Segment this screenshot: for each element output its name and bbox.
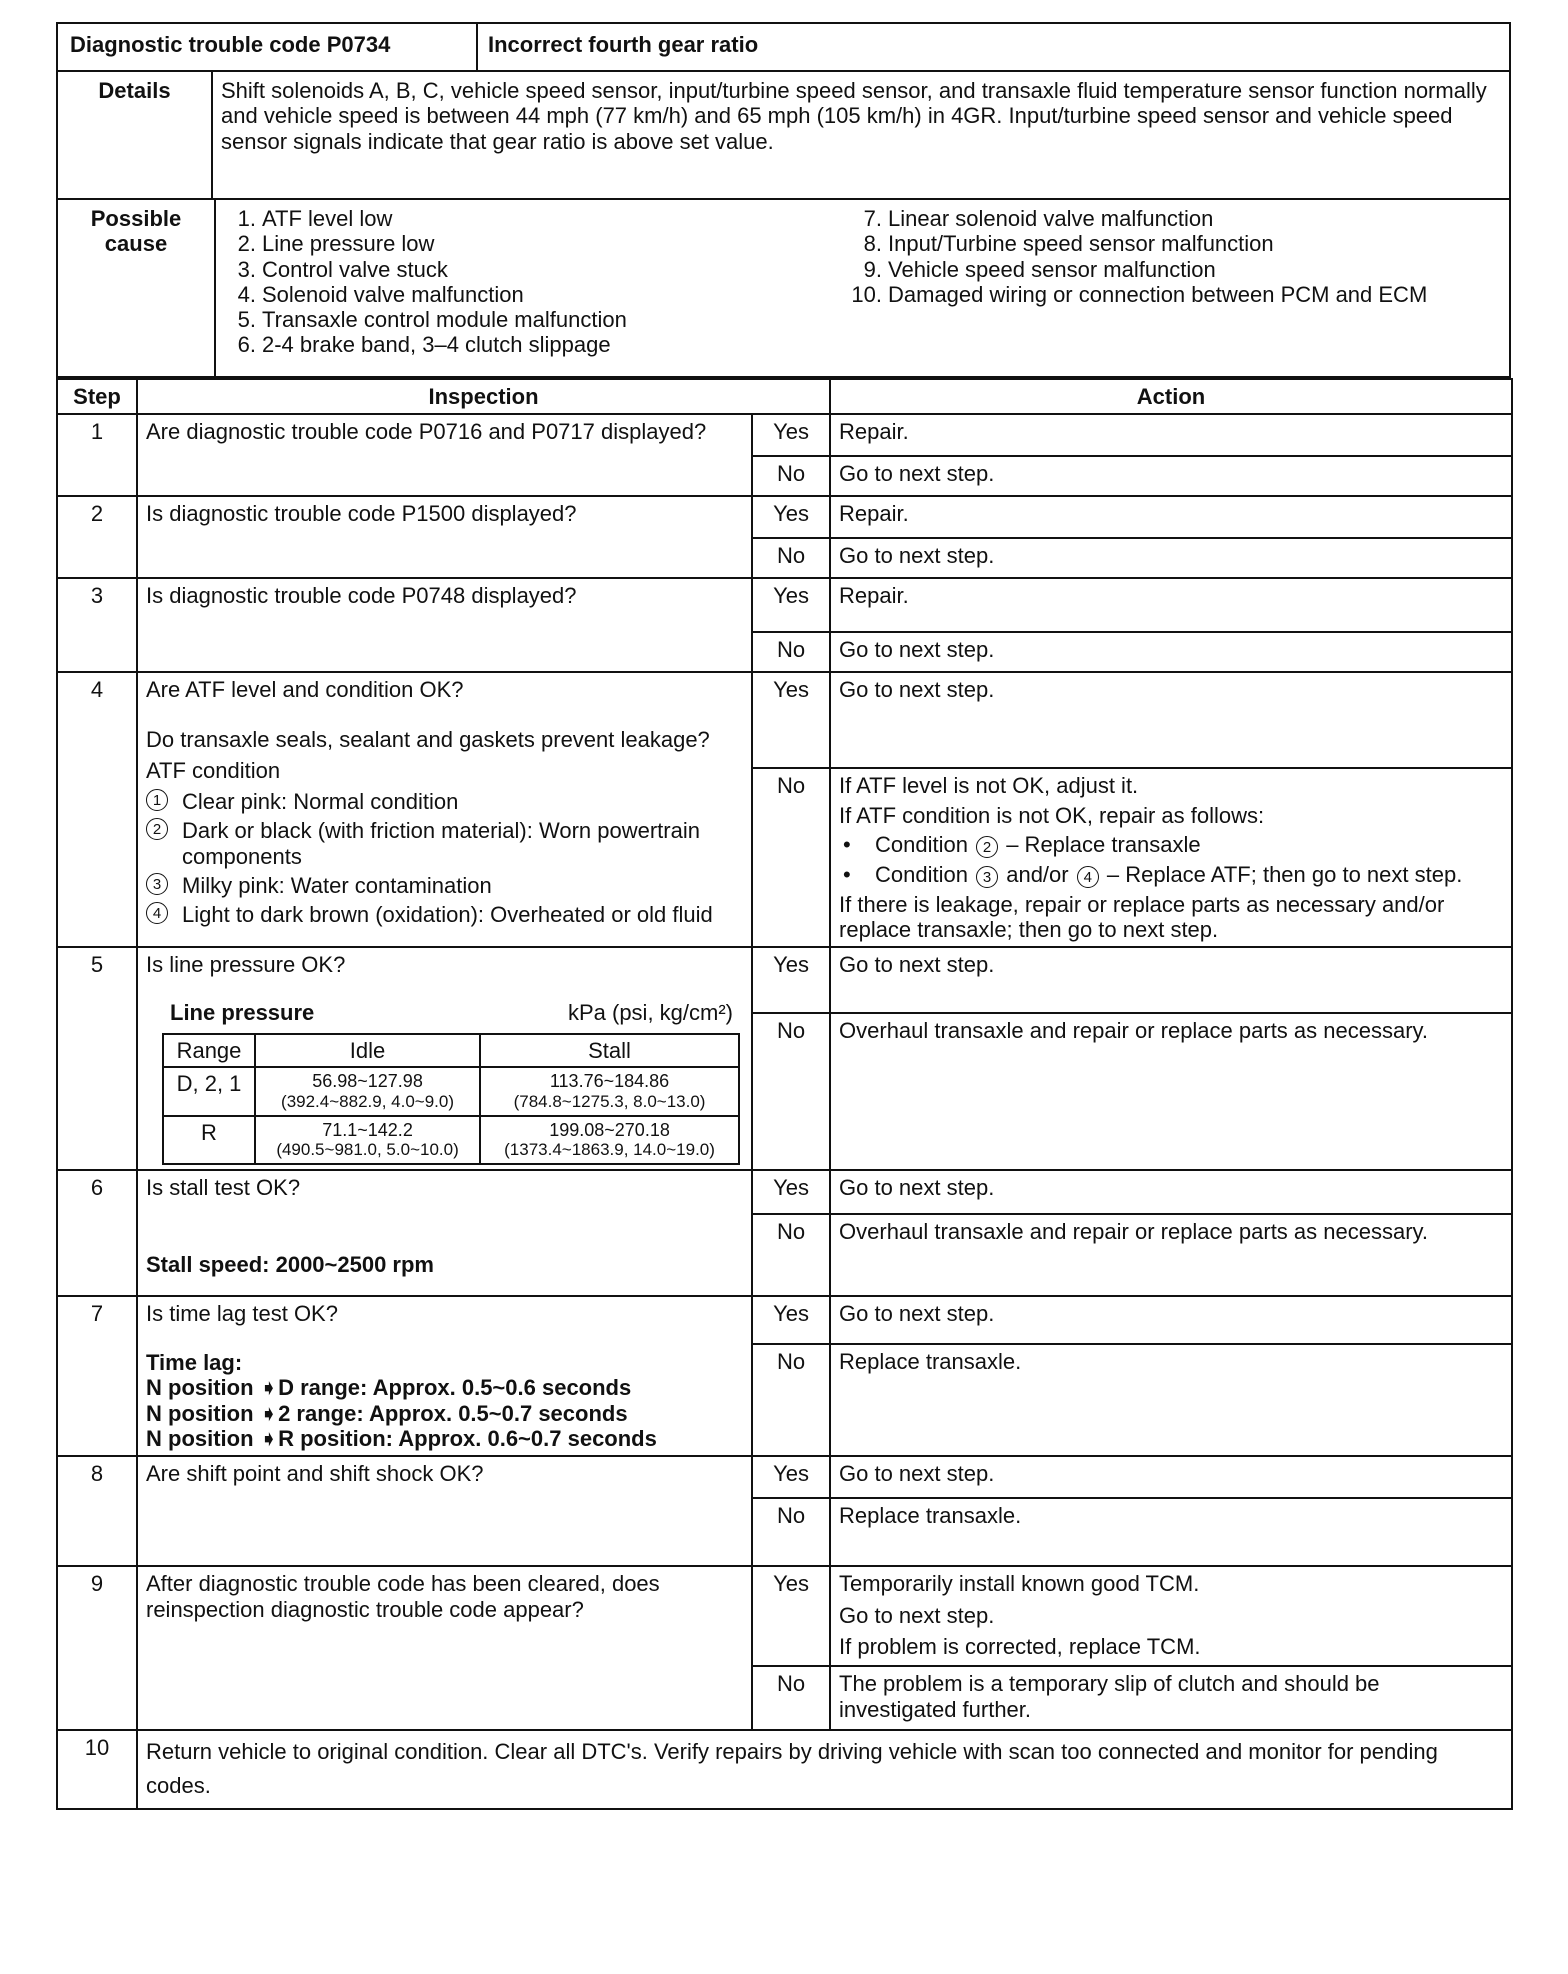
details-label: Details: [58, 72, 213, 198]
cause-item: 6. 2-4 brake band, 3–4 clutch slippage: [237, 332, 611, 358]
step-question: Is diagnostic trouble code P0748 displayed?: [137, 578, 752, 672]
cause-item: 7. Linear solenoid valve malfunction: [863, 206, 1214, 231]
step-row: [57, 414, 1512, 456]
step-row: [57, 947, 1512, 1013]
line-pressure-title: Line pressure: [170, 999, 315, 1025]
yes-action: Repair.: [830, 414, 1512, 456]
line-pressure-unit: kPa (psi, kg/cm²): [567, 999, 733, 1025]
possible-cause-section: [56, 200, 1511, 378]
no-label: No: [752, 1214, 830, 1296]
step-row: [57, 496, 1512, 538]
step-row: [57, 578, 1512, 632]
atf-condition-item: 1 Clear pink: Normal condition: [146, 789, 743, 814]
step-number: 10: [57, 1730, 137, 1808]
step-question: Is stall test OK? Stall speed: 2000~2500 rpm: [137, 1170, 752, 1296]
cause-item: 2. Line pressure low: [237, 231, 435, 257]
step-question: Is time lag test OK? Time lag: N position ➧D range: Approx. 0.5~0.6 seconds N position ➧2 range: Approx. 0.5~0.7 seconds N position ➧R position: Approx. 0.6~0.7 seconds: [137, 1296, 752, 1456]
step-number: 2: [57, 496, 137, 578]
step-number: 9: [57, 1566, 137, 1730]
no-label: No: [752, 1498, 830, 1566]
step-number: 7: [57, 1296, 137, 1456]
cause-item: 4. Solenoid valve malfunction: [237, 281, 524, 307]
yes-action: Repair.: [830, 496, 1512, 538]
cause-item: 5. Transaxle control module malfunction: [237, 307, 627, 333]
step-row: [57, 1566, 1512, 1666]
step-number: 3: [57, 578, 137, 672]
no-label: No: [752, 1013, 830, 1169]
yes-label: Yes: [752, 414, 830, 456]
yes-label: Yes: [752, 947, 830, 1013]
diagnostic-document: [56, 22, 1511, 1810]
no-action: If ATF level is not OK, adjust it. If ATF condition is not OK, repair as follows: • Condition 2 – Replace transaxle • Condition 3 and/or 4 – Replace ATF; then go to next step. If there is leakage, repair or replace parts as necessary and/or replace transaxle; then go to next step.: [830, 768, 1512, 947]
step-number: 8: [57, 1456, 137, 1566]
step-question: Are shift point and shift shock OK?: [137, 1456, 752, 1566]
cause-list-left: [224, 206, 844, 358]
action-column-header: Action: [830, 379, 1512, 414]
no-action: The problem is a temporary slip of clutch and should be investigated further.: [830, 1666, 1512, 1730]
step-instruction: Return vehicle to original condition. Clear all DTC's. Verify repairs by driving vehicle with scan too connected and monitor for pending codes.: [137, 1730, 1512, 1808]
no-action: Overhaul transaxle and repair or replace parts as necessary.: [830, 1214, 1512, 1296]
step-row: [57, 1170, 1512, 1214]
stall-speed-spec: Stall speed: 2000~2500 rpm: [146, 1252, 434, 1278]
yes-label: Yes: [752, 1456, 830, 1498]
inspection-column-header: Inspection: [137, 379, 830, 414]
no-action: Go to next step.: [830, 538, 1512, 578]
cause-item: 10. Damaged wiring or connection between PCM and ECM: [851, 281, 1428, 307]
step-question: Is line pressure OK? Line pressure kPa (psi, kg/cm²) Range Idle Stall D, 2, 1 56.98~127.98 (392.4~882.9, 4.0~9.0) 113.76~184.86 (784.8~1275.3, 8.0~13.0) R 71.1~142.2 (490.5~981.0, 5.0~10.0) 199.08~270.18 (1373.4~1863.9, 14.0~19.0): [137, 947, 752, 1169]
no-label: No: [752, 538, 830, 578]
cause-list-right: [844, 206, 1464, 358]
yes-action: Repair.: [830, 578, 1512, 632]
cause-item: 1. ATF level low: [237, 206, 393, 231]
no-label: No: [752, 456, 830, 496]
yes-action: Go to next step.: [830, 1456, 1512, 1498]
dtc-description: Incorrect fourth gear ratio: [488, 32, 759, 57]
cause-item: 9. Vehicle speed sensor malfunction: [863, 256, 1216, 282]
line-pressure-table: Range Idle Stall D, 2, 1 56.98~127.98 (392.4~882.9, 4.0~9.0) 113.76~184.86 (784.8~1275.3, 8.0~13.0) R 71.1~142.2 (490.5~981.0, 5.0~10.0) 199.08~270.18 (1373.4~1863.9, 14.0~19.0): [162, 1033, 740, 1165]
step-question: After diagnostic trouble code has been cleared, does reinspection diagnostic trouble code appear?: [137, 1566, 752, 1730]
step-row: [57, 1296, 1512, 1344]
step-question: Are diagnostic trouble code P0716 and P0717 displayed?: [137, 414, 752, 496]
line-pressure-row: D, 2, 1 56.98~127.98 (392.4~882.9, 4.0~9.0) 113.76~184.86 (784.8~1275.3, 8.0~13.0): [163, 1067, 739, 1115]
yes-action: Go to next step.: [830, 1170, 1512, 1214]
step-question: Is diagnostic trouble code P1500 displayed?: [137, 496, 752, 578]
line-pressure-row: R 71.1~142.2 (490.5~981.0, 5.0~10.0) 199.08~270.18 (1373.4~1863.9, 14.0~19.0): [163, 1116, 739, 1164]
yes-label: Yes: [752, 1170, 830, 1214]
yes-label: Yes: [752, 496, 830, 538]
no-action: Replace transaxle.: [830, 1498, 1512, 1566]
repair-bullet: • Condition 3 and/or 4 – Replace ATF; then go to next step.: [843, 861, 1463, 887]
step-question: Are ATF level and condition OK? Do transaxle seals, sealant and gaskets prevent leakage? ATF condition 1 Clear pink: Normal condition 2 Dark or black (with friction material): Worn powertrain components 3 Milky pink: Water contamination 4 Light to dark brown (oxidation): Overheated or old fluid: [137, 672, 752, 947]
atf-condition-item: 3 Milky pink: Water contamination: [146, 873, 743, 898]
steps-table: [56, 378, 1513, 1810]
yes-label: Yes: [752, 578, 830, 632]
step-number: 4: [57, 672, 137, 947]
step-number: 5: [57, 947, 137, 1169]
yes-label: Yes: [752, 1566, 830, 1666]
step-row: [57, 1456, 1512, 1498]
step-column-header: Step: [57, 379, 137, 414]
yes-action: Temporarily install known good TCM. Go to next step. If problem is corrected, replace TCM.: [830, 1566, 1512, 1666]
no-action: Replace transaxle.: [830, 1344, 1512, 1456]
yes-label: Yes: [752, 672, 830, 768]
no-action: Overhaul transaxle and repair or replace parts as necessary.: [830, 1013, 1512, 1169]
atf-condition-item: 4 Light to dark brown (oxidation): Overheated or old fluid: [146, 902, 743, 927]
step-row: [57, 672, 1512, 768]
atf-condition-item: 2 Dark or black (with friction material): Worn powertrain components: [146, 818, 743, 869]
dtc-code: Diagnostic trouble code P0734: [58, 24, 478, 70]
no-action: Go to next step.: [830, 456, 1512, 496]
no-label: No: [752, 1344, 830, 1456]
details-text: Shift solenoids A, B, C, vehicle speed sensor, input/turbine speed sensor, and transaxle fluid temperature sensor function normally and vehicle speed is between 44 mph (77 km/h) and 65 mph (105 km/h) in 4GR. Input/turbine speed sensor and vehicle speed sensor signals indicate that gear ratio is above set value.: [221, 78, 1487, 154]
step-row: [57, 1730, 1512, 1808]
step-number: 6: [57, 1170, 137, 1296]
possible-cause-label: Possible cause: [58, 200, 216, 376]
steps-header-row: [57, 379, 1512, 414]
step-number: 1: [57, 414, 137, 496]
cause-item: 3. Control valve stuck: [237, 256, 448, 282]
time-lag-spec: Time lag: N position ➧D range: Approx. 0.5~0.6 seconds N position ➧2 range: Approx. 0.5~0.7 seconds N position ➧R position: Approx. 0.6~0.7 seconds: [146, 1350, 657, 1452]
cause-item: 8. Input/Turbine speed sensor malfunction: [863, 231, 1274, 257]
no-label: No: [752, 1666, 830, 1730]
yes-label: Yes: [752, 1296, 830, 1344]
no-label: No: [752, 632, 830, 672]
yes-action: Go to next step.: [830, 947, 1512, 1013]
no-action: Go to next step.: [830, 632, 1512, 672]
no-label: No: [752, 768, 830, 947]
atf-condition-list: [146, 789, 743, 927]
yes-action: Go to next step.: [830, 1296, 1512, 1344]
details-section: [56, 72, 1511, 200]
dtc-header: [56, 22, 1511, 72]
repair-bullet: • Condition 2 – Replace transaxle: [843, 831, 1201, 857]
yes-action: Go to next step.: [830, 672, 1512, 768]
